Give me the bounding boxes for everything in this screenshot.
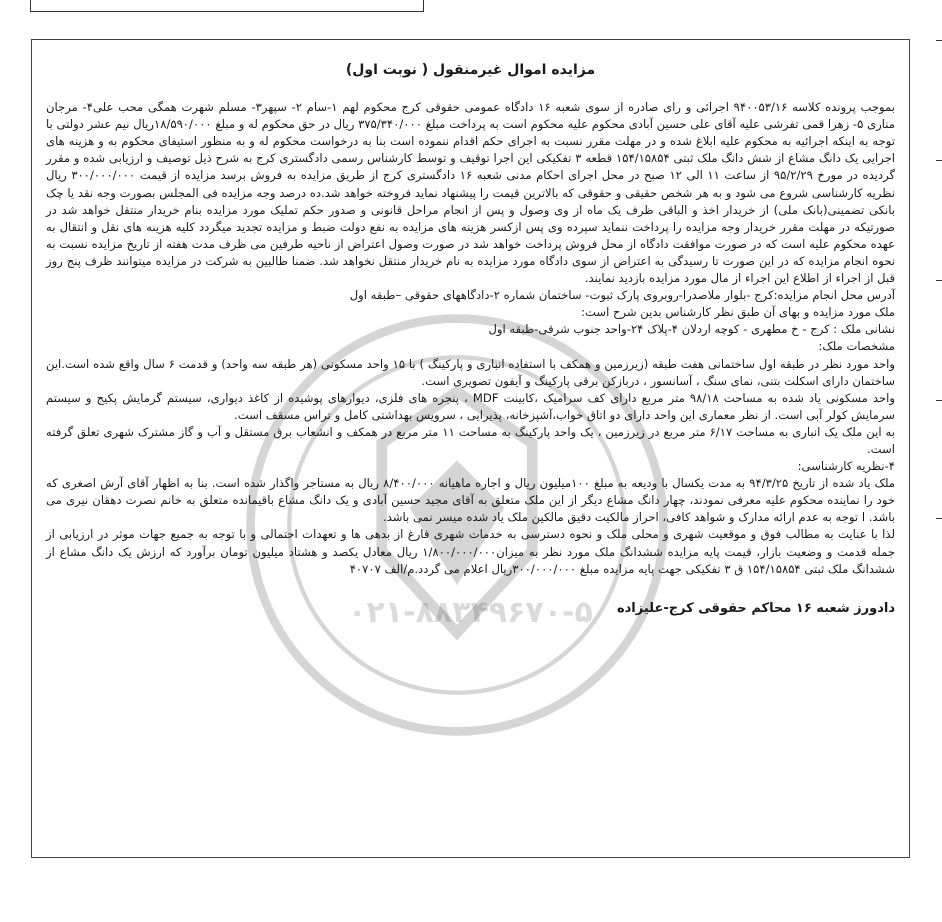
page-edge-marks xyxy=(934,40,942,520)
property-specs-heading: مشخصات ملک: xyxy=(818,339,895,354)
valuation-paragraph: لذا با عنایت به مطالب فوق و موقعیت شهری و محلی ملک و نحوه دسترسی به خدمات شهری فارغ از بدهی ها و تعهدات احتمالی و با توجه به جمیع جهات موثر در ارزیابی از جمله قدمت و وضعیت بازار، قیمت پایه مزایده ششدانگ ملک مورد نظر به میزان۱/۸۰۰/۰۰۰/۰۰۰ ریال معادل یکصد و هشتاد میلیون تومان برآورد که ارزش یک دانگ مشاع از ششدانگ ملک ثبتی ۱۵۴/۱۵۸۵۴ ق ۳ تفکیکی جهت پایه مزایده مبلغ ۳۰۰/۰۰۰/۰۰۰ریال اعلام می گردد.م/الف ۴۰۷۰۷ xyxy=(46,527,895,576)
storage-parking-description: به این ملک یک انباری به مساحت ۶/۱۷ متر مربع در زیرزمین ، یک واحد پارکینگ به مساحت ۱۱ متر مربع در همکف و انشعاب برق مستقل و آب و گاز مشترک شهری تعلق گرفته است. xyxy=(46,424,896,456)
header-box xyxy=(30,0,424,12)
property-intro: ملک مورد مزایده و بهای آن طبق نظر کارشناس بدین شرح است: xyxy=(581,305,895,320)
notice-content xyxy=(46,62,895,617)
unit-description: واحد مسکونی یاد شده به مساحت ۹۸/۱۸ متر مربع دارای کف سرامیک ،کابینت MDF ، پنجره های فلزی، دیوارهای پوشیده از کاغذ دیواری، سیستم گرمایش پکیج و سیستم سرمایش کولر آبی است. از نظر معماری این واحد دارای دو اتاق خواب،آشپزخانه، پذیرایی ، سرویس بهداشتی کامل و تراس مسقف است. xyxy=(46,390,896,422)
property-address: نشانی ملک : کرج - خ مطهری - کوچه اردلان ۴-پلاک ۲۴-واحد جنوب شرقی-طبقه اول xyxy=(488,322,895,337)
auction-address: آدرس محل انجام مزایده:کرج -بلوار ملاصدرا-روبروی پارک ثبوت- ساختمان شماره ۲-دادگاههای حقوقی –طبقه اول xyxy=(349,288,895,303)
building-description: واحد مورد نظر در طبقه اول ساختمانی هفت طبقه (زیرزمین و همکف با استفاده انباری و پارکینگ ) با ۱۵ واحد مسکونی (هر طبقه سه واحد) و قدمت ۶ سال واقع شده است.این ساختمان دارای اسکلت بتنی، نمای سنگ ، آسانسور ، دربازکن برقی پارکینگ و آیفون تصویری است. xyxy=(46,356,895,388)
signature: دادورز شعبه ۱۶ محاکم حقوقی کرج-علیزاده xyxy=(616,600,895,616)
watermark-phone: ۰۲۱-۸۸۳۴۹۶۷۰-۵ xyxy=(348,595,593,630)
lease-ownership-paragraph: ملک یاد شده از تاریخ ۹۴/۳/۲۵ به مدت یکسال با ودیعه به مبلغ ۱۰۰میلیون ریال و اجاره ماهیانه ۸/۴۰۰/۰۰۰ ریال به مستاجر واگذار شده است. بنا به اظهار آقای آرش اصغری که خود را نماینده محکوم علیه معرفی نمودند، چهار دانگ مشاع دیگر از این ملک متعلق به آقای مجید حسین آبادی و یک دانگ مشاع باقیمانده متعلق به خانم نصرت دهقان نیری می باشد. ا توجه به عدم ارائه مدارک و شواهد کافی، احراز مالکیت دقیق مالکین ملک یاد شده میسر نمی باشد. xyxy=(46,476,895,525)
notice-frame xyxy=(31,39,910,858)
notice-title: مزایده اموال غیرمنقول ( نوبت اول) xyxy=(345,62,596,78)
auction-terms-paragraph: بموجب پرونده کلاسه ۹۴۰۰۵۳/۱۶ اجرائی و رای صادره از سوی شعبه ۱۶ دادگاه عمومی حقوقی کرج محکوم لهم ۱-سام ۲- سپهر۳- مسلم شهرت همگی محب علی۴- مرجان مناری ۵- زهرا قمی تفرشی علیه آقای علی حسین آبادی محکوم علیه محکوم است به پرداخت مبلغ ۳۷۵/۳۴۰/۰۰۰ ریال در حق محکوم له و مبلغ ۱۸/۵۹۰/۰۰۰ریال نیم عشر دولتی با توجه به اینکه اجرائیه به محکوم علیه ابلاغ شده و در مهلت مقرر نسبت به اجرای حکم اقدام ننموده است بنا به درخواست محکوم له و به منظور استیفای محکوم به و هزینه های اجرایی یک دانگ مشاع از شش دانگ ملک ثبتی ۱۵۴/۱۵۸۵۴ قطعه ۳ تفکیکی این اجرا توقیف و توسط کارشناس رسمی دادگستری کرج به شرح ذیل توصیف و ارزیابی شده و مقرر گردیده در مورخ ۹۵/۲/۲۹ از ساعت ۱۱ الی ۱۲ صبح در محل اجرای احکام مدنی شعبه ۱۶ دادگستری کرج از طریق مزایده به فروش برسد مزایده از قیمت ۳۰۰/۰۰۰/۰۰۰ ریال نظریه کارشناسی شروع می شود و به هر شخص حقیقی و حقوقی که بالاترین قیمت را پیشنهاد نماید فروخته خواهد شد.ده درصد وجه مزایده فی المجلس بصورت وجه نقد یا چک بانکی تضمینی(بانک ملی) از خریدار اخذ و الباقی ظرف یک ماه از وی وصول و پس از انجام مراحل قانونی و صدور حکم تملیک مورد مزایده بنام خریدار منتقل خواهد شد در صورتیکه در مهلت مقرر خریدار وجه مزایده را پرداخت ننماید سپرده وی پس ازکسر هزینه های مزایده به نفع دولت ضبط و مزایده تجدید میگردد کلیه هزینه های نقل و انتقال به عهده محکوم علیه است که در صورت موافقت دادگاه از محل فروش پرداخت خواهد شد در صورت وصول اعتراض از ناحیه طرفین می ظرف مدت هفته از تاریخ مزایده نسبت به نحوه انجام مزایده که در این صورت تا رسیدگی به اعتراض از سوی دادگاه مورد مزایده به نام خریدار منتقل نخواهد شد. ضمنا طالبین به شرکت در مزایده میتوانند ظرف پنج روز قبل از اجراء از اطلاع این اجراء از مال مورد مزایده بازدید نمایند. xyxy=(46,100,896,286)
expert-opinion-heading: ۴-نظریه کارشناسی: xyxy=(797,459,895,474)
